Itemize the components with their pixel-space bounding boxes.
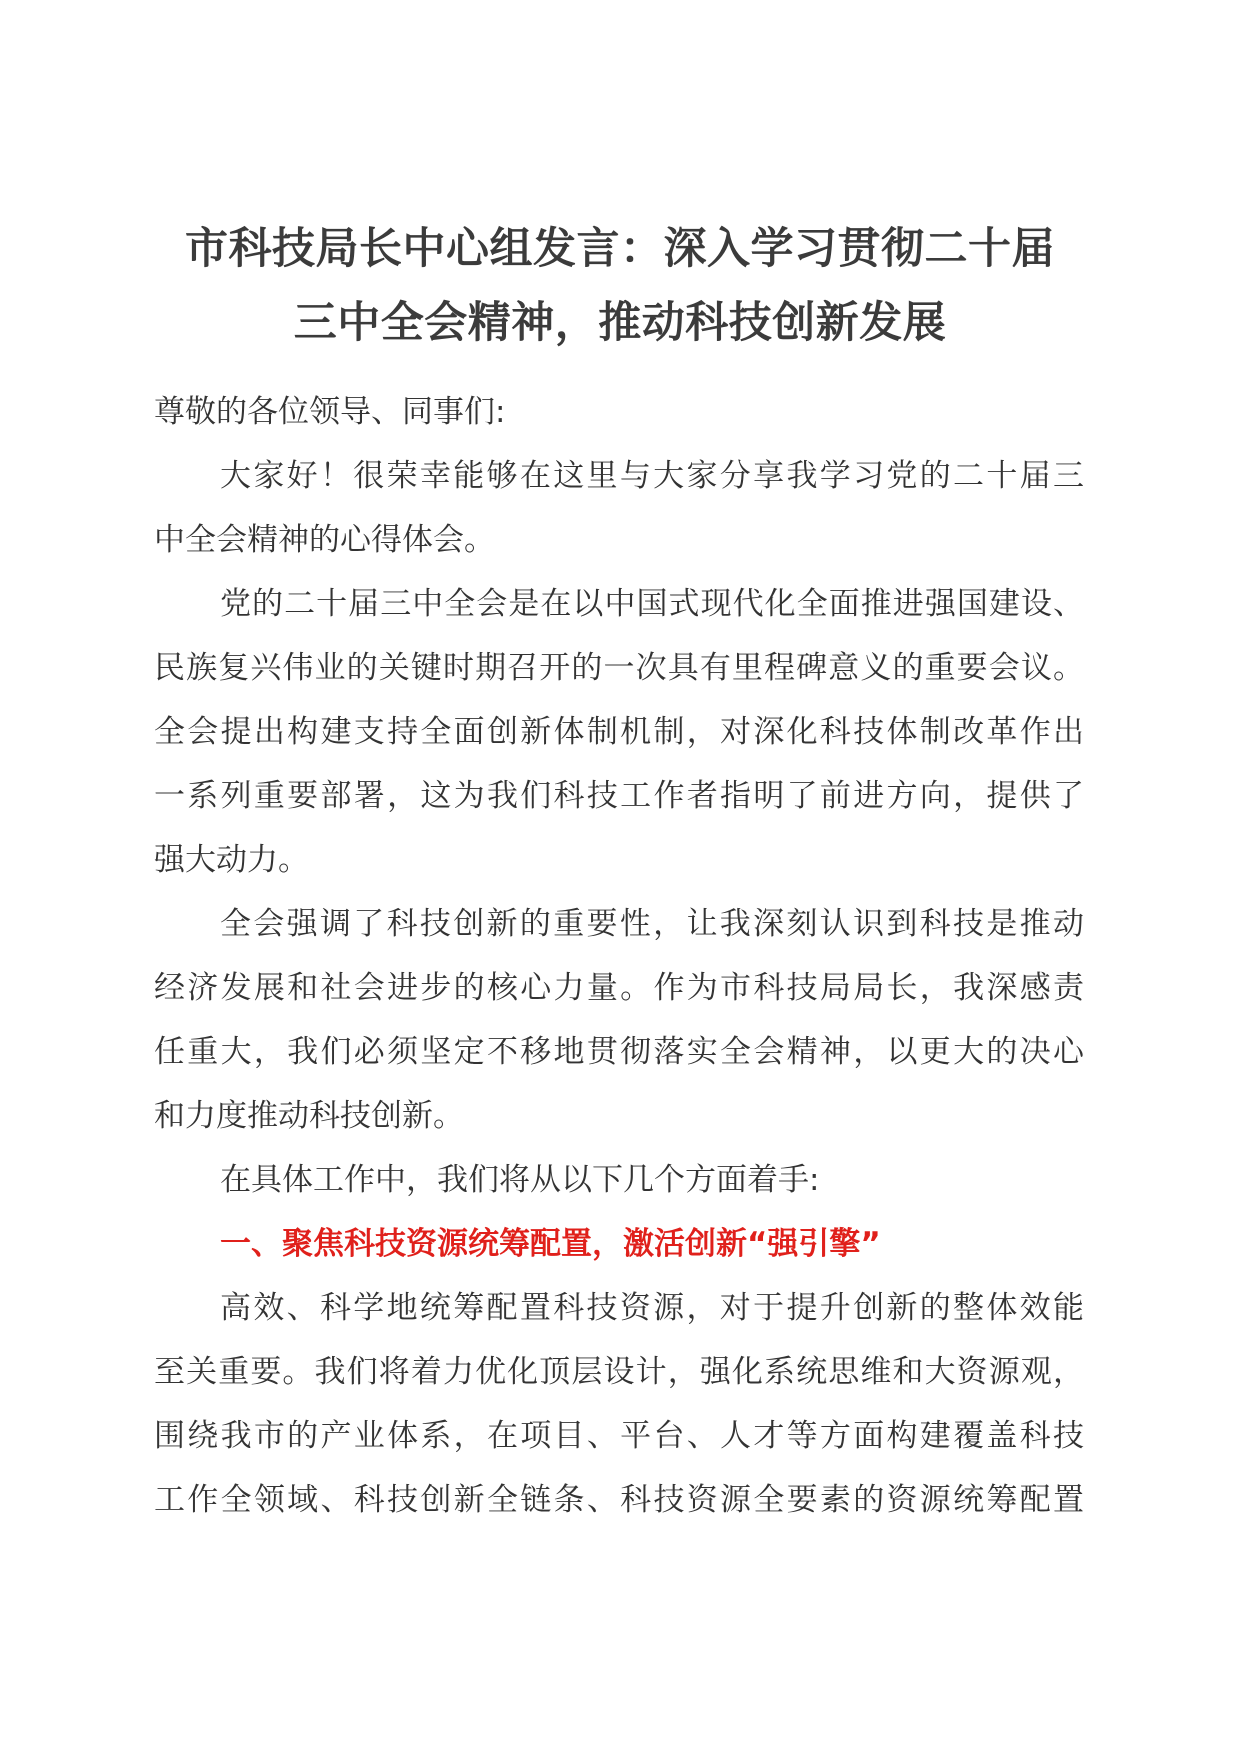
paragraph-line: 在具体工作中，我们将从以下几个方面着手: — [220, 1162, 820, 1198]
paragraph-line: 中全会精神的心得体会。 — [154, 522, 495, 558]
paragraph-line: 经济发展和社会进步的核心力量。作为市科技局局长，我深感责 — [154, 970, 1084, 1006]
paragraph-importance — [154, 892, 1084, 1148]
document-title — [140, 212, 1100, 360]
paragraph-line: 围绕我市的产业体系，在项目、平台、人才等方面构建覆盖科技 — [154, 1418, 1084, 1454]
paragraph-line: 任重大，我们必须坚定不移地贯彻落实全会精神，以更大的决心 — [154, 1034, 1084, 1070]
paragraph-line: 全会强调了科技创新的重要性，让我深刻认识到科技是推动 — [220, 906, 1084, 942]
paragraph-plenum — [154, 572, 1084, 892]
paragraph-line: 全会提出构建支持全面创新体制机制，对深化科技体制改革作出 — [154, 714, 1084, 750]
paragraph-line: 一系列重要部署，这为我们科技工作者指明了前进方向，提供了 — [154, 778, 1084, 814]
paragraph-line: 高效、科学地统筹配置科技资源，对于提升创新的整体效能 — [220, 1290, 1084, 1326]
paragraph-line: 强大动力。 — [154, 842, 309, 878]
paragraph-greeting — [154, 444, 1084, 572]
paragraph-line: 大家好！很荣幸能够在这里与大家分享我学习党的二十届三 — [220, 458, 1084, 494]
paragraph-line: 党的二十届三中全会是在以中国式现代化全面推进强国建设、 — [220, 586, 1084, 622]
paragraph-line: 和力度推动科技创新。 — [154, 1098, 464, 1134]
paragraph-line: 工作全领域、科技创新全链条、科技资源全要素的资源统筹配置 — [154, 1482, 1084, 1518]
title-line: 三中全会精神，推动科技创新发展 — [293, 298, 947, 348]
section-heading-line: 一、聚焦科技资源统筹配置，激活创新“强引擎” — [220, 1226, 881, 1262]
paragraph-resources — [154, 1276, 1084, 1532]
salutation-line: 尊敬的各位领导、同事们: — [154, 394, 506, 430]
paragraph-line: 至关重要。我们将着力优化顶层设计，强化系统思维和大资源观， — [154, 1354, 1084, 1390]
paragraph-intro-work — [154, 1148, 1084, 1212]
salutation — [154, 380, 1084, 444]
document-body — [154, 380, 1084, 1532]
paragraph-line: 民族复兴伟业的关键时期召开的一次具有里程碑意义的重要会议。 — [154, 650, 1084, 686]
title-line: 市科技局长中心组发言：深入学习贯彻二十届 — [185, 224, 1055, 274]
section-heading — [154, 1212, 1084, 1276]
